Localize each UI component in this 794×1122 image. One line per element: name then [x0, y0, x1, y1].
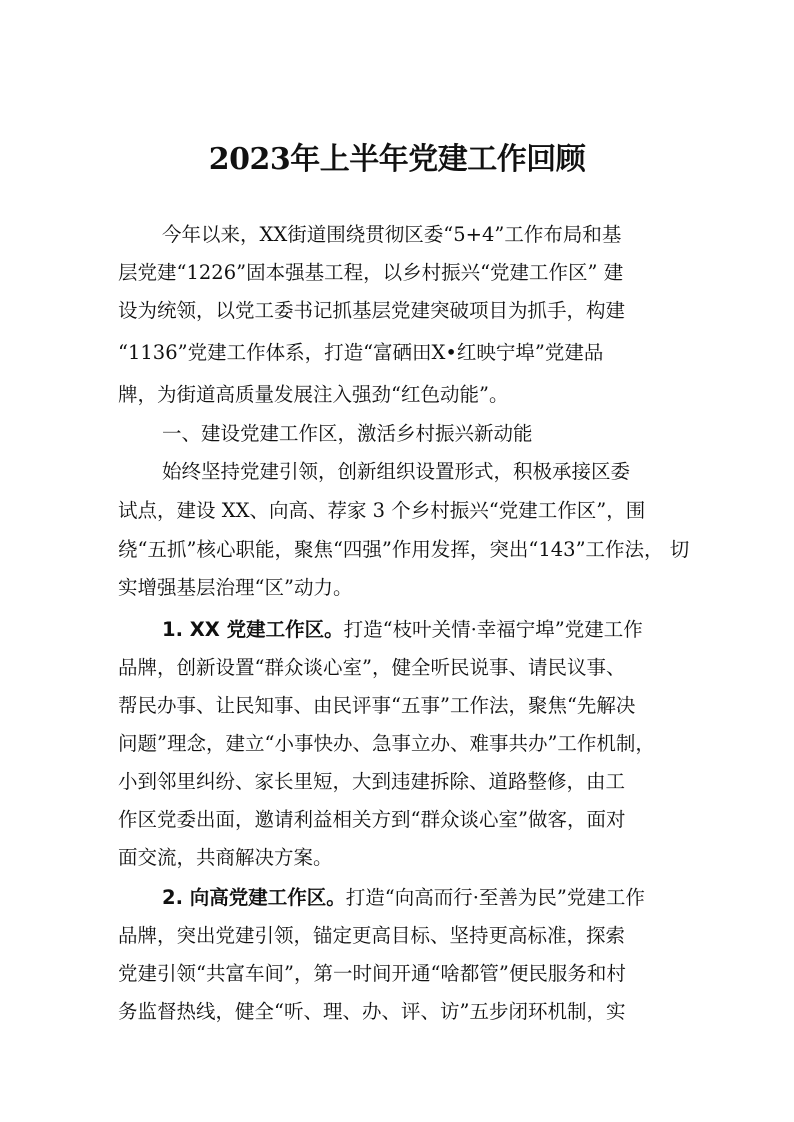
section-1-line-3: 绕“五抓”核心职能，聚焦“四强”作用发挥，突出“143”工作法， 切: [118, 538, 690, 561]
section-1-line-1: 始终坚持党建引领，创新组织设置形式，积极承接区委: [162, 460, 631, 483]
intro-line-2: 层党建“1226”固本强基工程，以乡村振兴“党建工作区” 建: [118, 261, 624, 284]
intro-line-4: “1136”党建工作体系，打造“富硒田X•红映宁埠”党建品: [118, 341, 604, 364]
item-1-line-6: 作区党委出面，邀请利益相关方到“群众谈心室”做客，面对: [118, 808, 626, 831]
section-1-line-4: 实增强基层治理“区”动力。: [118, 576, 353, 599]
item-2-label: 2. 向高党建工作区。: [162, 886, 346, 909]
item-1-line-1: [162, 620, 643, 640]
item-1-line-2: 品牌，创新设置“群众谈心室”，健全听民说事、请民议事、: [118, 656, 626, 679]
item-2-line-2: 品牌，突出党建引领，锚定更高目标、坚持更高标准，探索: [118, 924, 626, 947]
item-1-label: 1. XX 党建工作区。: [162, 618, 344, 641]
intro-line-5: 牌，为街道高质量发展注入强劲“红色动能”。: [118, 383, 509, 406]
section-1-heading: 一、建设党建工作区，激活乡村振兴新动能: [162, 422, 533, 445]
section-1-line-2: 试点，建设 XX、向高、荐家 3 个乡村振兴“党建工作区”，围: [118, 499, 646, 522]
item-1-line-3: 帮民办事、让民知事、由民评事“五事”工作法，聚焦“先解决: [118, 694, 636, 717]
item-2-line-1: [162, 888, 645, 908]
item-1-line-4: 问题”理念，建立“小事快办、急事立办、难事共办”工作机制，: [118, 732, 655, 755]
intro-line-3: 设为统领，以党工委书记抓基层党建突破项目为抓手，构建: [118, 299, 626, 322]
document-title: 2023年上半年党建工作回顾: [208, 142, 586, 177]
item-2-line-3: 党建引领“共富车间”，第一时间开通“啥都管”便民服务和村: [118, 962, 626, 985]
intro-line-1: 今年以来，XX街道围绕贯彻区委“5+4”工作布局和基: [162, 223, 622, 246]
item-1-line-1-text: 打造“枝叶关情·幸福宁埠”党建工作: [343, 618, 643, 641]
item-1-line-5: 小到邻里纠纷、家长里短，大到违建拆除、道路整修，由工: [118, 770, 626, 793]
item-2-line-1-text: 打造“向高而行·至善为民”党建工作: [345, 886, 645, 909]
item-1-line-7: 面交流，共商解决方案。: [118, 846, 333, 869]
item-2-line-4: 务监督热线，健全“听、理、办、评、访”五步闭环机制，实: [118, 1000, 626, 1023]
